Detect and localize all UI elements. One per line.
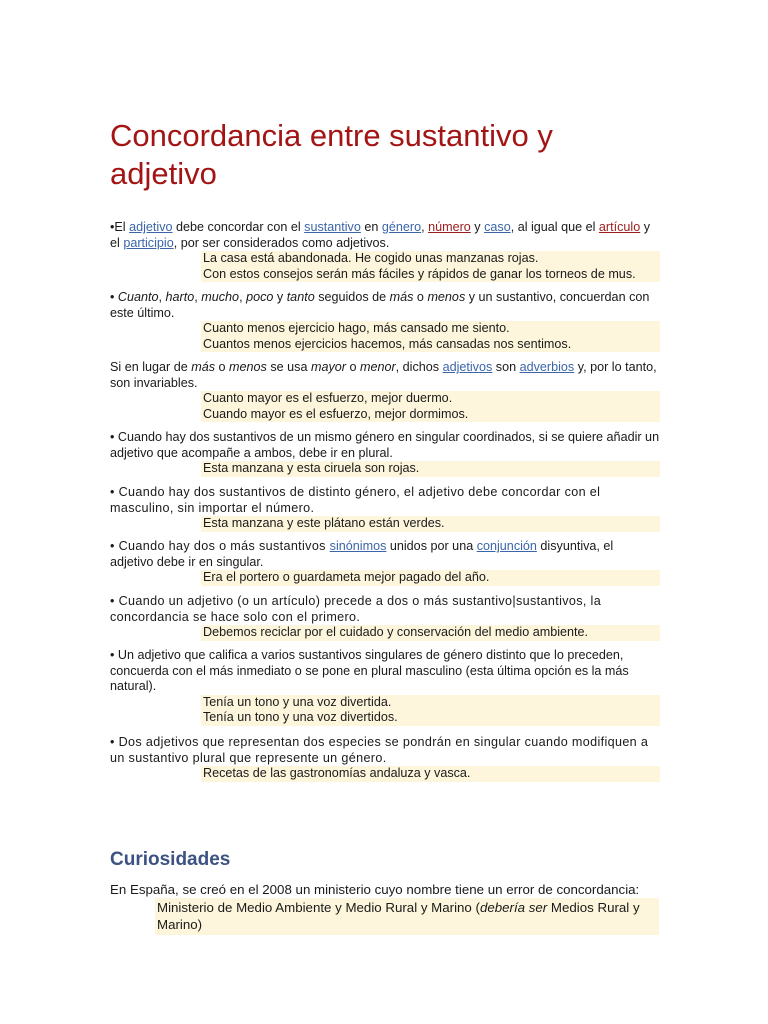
rule-text: • Un adjetivo que califica a varios sustantivos singulares de género distinto que lo preceden, concuerda con el más inmediato o se pone en plural masculino (esta última opción es la más natural). <box>110 648 629 693</box>
rule-text: •El adjetivo debe concordar con el sustantivo en género, número y caso, al igual que el artículo y el participio, por ser considerados como adjetivos. <box>110 220 651 250</box>
rule-section-8 <box>110 648 660 726</box>
rule-section-6 <box>110 539 660 586</box>
example-line: Esta manzana y este plátano están verdes. <box>201 516 660 532</box>
link-participio[interactable]: participio <box>123 235 174 250</box>
rule-section-4 <box>110 430 660 477</box>
page-title: Concordancia entre sustantivo y adjetivo <box>110 118 553 191</box>
rule-section-5 <box>110 485 660 532</box>
example-line: Esta manzana y esta ciruela son rojas. <box>201 461 660 477</box>
link-sinonimos[interactable]: sinónimos <box>329 539 387 553</box>
rule-text: • Cuando un adjetivo (o un artículo) precede a dos o más sustantivo|sustantivos, la concordancia se hace solo con el primero. <box>110 594 602 624</box>
rule-section-2 <box>110 290 660 352</box>
link-numero[interactable]: número <box>428 220 471 234</box>
rule-section-1 <box>110 220 660 282</box>
link-adverbios[interactable]: adverbios <box>519 360 575 374</box>
example-line: Con estos consejos serán más fáciles y rápidos de ganar los torneos de mus. <box>201 267 660 283</box>
rule-section-9 <box>110 735 660 782</box>
example-line: Tenía un tono y una voz divertida. <box>201 695 660 711</box>
section-heading-curiosidades: Curiosidades <box>110 849 231 870</box>
example-box: Ministerio de Medio Ambiente y Medio Rural y Marino (debería ser Medios Rural y Marino) <box>155 898 659 935</box>
rule-text: • Dos adjetivos que representan dos especies se pondrán en singular cuando modifiquen a un sustantivo plural que represente un género. <box>110 735 649 765</box>
example-line: Recetas de las gastronomías andaluza y vasca. <box>201 766 660 782</box>
example-line: Tenía un tono y una voz divertidos. <box>201 710 660 726</box>
example-line: Debemos reciclar por el cuidado y conservación del medio ambiente. <box>201 625 660 641</box>
example-line: La casa está abandonada. He cogido unas manzanas rojas. <box>201 251 660 267</box>
link-sustantivo[interactable]: sustantivo <box>304 220 361 234</box>
rule-section-3 <box>110 360 660 422</box>
link-adjetivo[interactable]: adjetivo <box>129 220 173 234</box>
link-conjuncion[interactable]: conjunción <box>476 539 537 553</box>
link-articulo[interactable]: artículo <box>598 220 641 234</box>
link-caso[interactable]: caso <box>484 220 511 234</box>
rule-text: • Cuando hay dos sustantivos de un mismo género en singular coordinados, si se quiere añadir un adjetivo que acompañe a ambos, debe ir en plural. <box>110 430 660 460</box>
rule-text: • Cuanto, harto, mucho, poco y tanto seguidos de más o menos y un sustantivo, concuerdan con este último. <box>110 290 650 320</box>
rule-text: Si en lugar de más o menos se usa mayor o menor, dichos adjetivos son adverbios y, por lo tanto, son invariables. <box>110 360 657 390</box>
example-line: Cuantos menos ejercicios hacemos, más cansadas nos sentimos. <box>201 337 660 353</box>
rule-section-7 <box>110 594 660 641</box>
rule-text: • Cuando hay dos sustantivos de distinto género, el adjetivo debe concordar con el masculino, sin importar el número. <box>110 485 601 515</box>
example-line: Era el portero o guardameta mejor pagado del año. <box>201 570 660 586</box>
example-line: Cuanto menos ejercicio hago, más cansado me siento. <box>201 321 660 337</box>
link-adjetivos[interactable]: adjetivos <box>442 360 493 374</box>
curiosidades-text: En España, se creó en el 2008 un ministerio cuyo nombre tiene un error de concordancia: <box>110 882 640 897</box>
example-line: Cuando mayor es el esfuerzo, mejor dormimos. <box>201 407 660 423</box>
example-line: Cuanto mayor es el esfuerzo, mejor duermo. <box>201 391 660 407</box>
link-genero[interactable]: género <box>381 220 422 234</box>
curiosidades-section <box>110 881 660 935</box>
rule-text: • Cuando hay dos o más sustantivos sinónimos unidos por una conjunción disyuntiva, el adjetivo debe ir en singular. <box>110 539 614 569</box>
